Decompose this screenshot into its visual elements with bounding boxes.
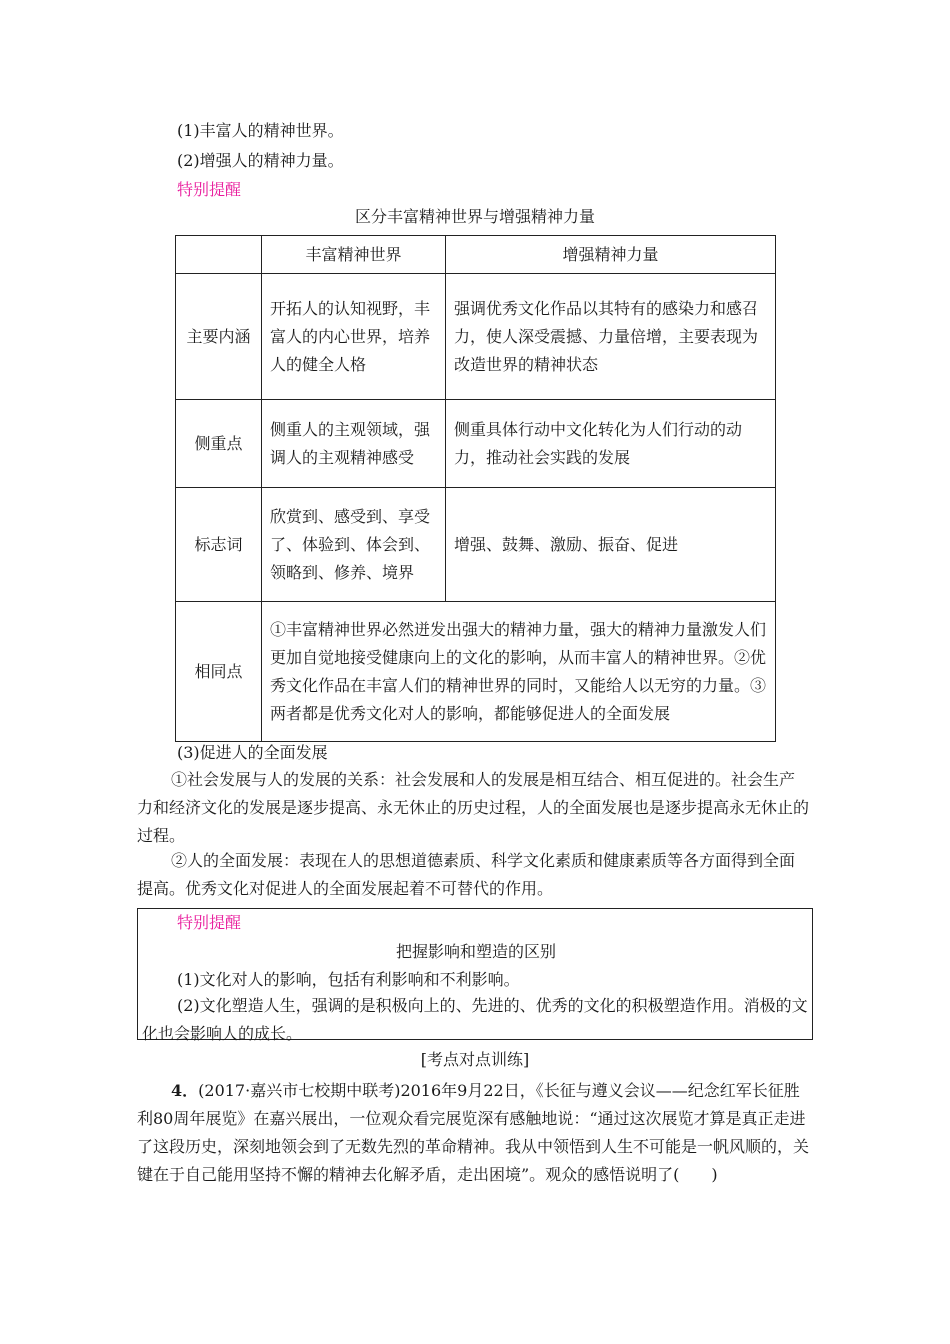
table-row xyxy=(176,602,776,742)
paragraph-relation: ①社会发展与人的发展的关系：社会发展和人的发展是相互结合、相互促进的。社会生产力和经济文化的发展是逐步提高、永无休止的历史过程，人的全面发展也是逐步提高永无休止的过程。 xyxy=(137,770,810,845)
table-header-row xyxy=(176,236,776,274)
section-3-title: (3)促进人的全面发展 xyxy=(177,743,328,762)
table-row xyxy=(176,274,776,400)
box-line-2: (2)文化塑造人生，强调的是积极向上的、先进的、优秀的文化的积极塑造作用。消极的文化也会影响人的成长。 xyxy=(142,996,808,1043)
box-reminder-label: 特别提醒 xyxy=(177,913,242,932)
cell-strengthen: 强调优秀文化作品以其特有的感染力和感召力，使人深受震撼、力量倍增，主要表现为改造世界的精神状态 xyxy=(446,274,776,400)
question-text: 2016年9月22日，《长征与遵义会议——纪念红军长征胜利80周年展览》在嘉兴展出，一位观众看完展览深有感触地说：“通过这次展览才算是真正走进了这段历史，深刻地领会到了无数先烈的革命精神。我从中领悟到人生不可能是一帆风顺的，关键在于自己能用坚持不懈的精神去化解矛盾，走出困境”。观众的感悟说明了( ) xyxy=(137,1081,810,1184)
reminder-box xyxy=(137,908,813,1043)
box-title: 把握影响和塑造的区别 xyxy=(395,942,556,961)
row-label: 侧重点 xyxy=(176,400,262,488)
cell-strengthen: 增强、鼓舞、激励、振奋、促进 xyxy=(446,488,776,602)
question-4 xyxy=(137,1077,809,1189)
header-empty xyxy=(176,236,262,274)
box-line-1: (1)文化对人的影响，包括有利影响和不利影响。 xyxy=(177,970,520,989)
header-strengthen: 增强精神力量 xyxy=(446,236,776,274)
row-label: 主要内涵 xyxy=(176,274,262,400)
comparison-table xyxy=(175,235,776,742)
table-row xyxy=(176,400,776,488)
table-row xyxy=(176,488,776,602)
training-title-text: [考点对点训练] xyxy=(420,1050,530,1069)
question-source: (2017·嘉兴市七校期中联考) xyxy=(198,1081,401,1100)
reminder-label: 特别提醒 xyxy=(177,180,242,199)
header-enrich: 丰富精神世界 xyxy=(262,236,446,274)
point-2: (2)增强人的精神力量。 xyxy=(177,151,344,170)
training-title xyxy=(137,1050,813,1070)
table-title: 区分丰富精神世界与增强精神力量 xyxy=(354,207,595,226)
cell-enrich: 开拓人的认知视野，丰富人的内心世界，培养人的健全人格 xyxy=(262,274,446,400)
paragraph-development: ②人的全面发展：表现在人的思想道德素质、科学文化素质和健康素质等各方面得到全面提高。优秀文化对促进人的全面发展起着不可替代的作用。 xyxy=(137,851,796,898)
cell-strengthen: 侧重具体行动中文化转化为人们行动的动力，推动社会实践的发展 xyxy=(446,400,776,488)
cell-common: ①丰富精神世界必然迸发出强大的精神力量，强大的精神力量激发人们更加自觉地接受健康向上的文化的影响，从而丰富人的精神世界。②优秀文化作品在丰富人们的精神世界的同时，又能给人以无穷的力量。③两者都是优秀文化对人的影响，都能够促进人的全面发展 xyxy=(262,602,776,742)
point-1: (1)丰富人的精神世界。 xyxy=(177,121,344,140)
cell-enrich: 侧重人的主观领域，强调人的主观精神感受 xyxy=(262,400,446,488)
cell-enrich: 欣赏到、感受到、享受了、体验到、体会到、领略到、修养、境界 xyxy=(262,488,446,602)
row-label: 标志词 xyxy=(176,488,262,602)
row-label: 相同点 xyxy=(176,602,262,742)
question-number: 4． xyxy=(171,1081,199,1100)
